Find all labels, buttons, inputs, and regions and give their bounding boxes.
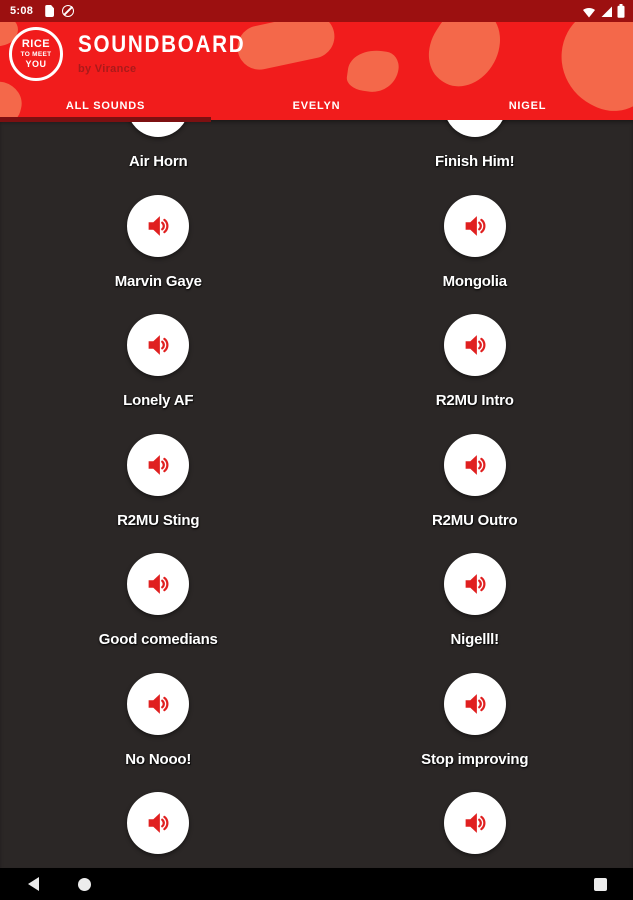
sound-grid [0, 120, 633, 868]
sound-label: Marvin Gaye [114, 272, 202, 290]
speaker-icon [460, 120, 490, 121]
play-sound-button-air-horn[interactable] [127, 120, 189, 137]
play-sound-button-no-nooo[interactable] [127, 673, 189, 735]
play-sound-button-lonely-af[interactable] [127, 314, 189, 376]
sound-label: R2MU Sting [117, 511, 200, 529]
active-tab-indicator [0, 117, 211, 122]
tab-bar [0, 92, 633, 120]
sound-label: Good comedians [98, 631, 218, 648]
play-sound-button-r2mu-sting[interactable] [127, 434, 189, 496]
sound-label: Air Horn [129, 153, 188, 170]
play-sound-button-r2mu-outro[interactable] [444, 434, 506, 496]
play-sound-button-good-comedians[interactable] [127, 553, 189, 615]
wifi-icon [582, 5, 596, 18]
sound-cell [0, 434, 317, 554]
sound-cell [317, 195, 633, 315]
status-bar [0, 0, 633, 22]
play-sound-button-mongolia[interactable] [444, 195, 506, 257]
back-icon [28, 877, 39, 891]
do-not-disturb-icon [62, 5, 74, 17]
logo-line-3: YOU [25, 58, 47, 69]
home-button[interactable] [67, 868, 101, 900]
back-button[interactable] [16, 868, 50, 900]
recents-button[interactable] [583, 868, 617, 900]
speaker-icon [143, 569, 173, 599]
sound-cell [317, 792, 633, 868]
sound-cell [0, 314, 317, 434]
tab-all-sounds[interactable]: ALL SOUNDS [65, 100, 146, 112]
logo-line-2: TO MEET [20, 50, 52, 58]
sound-cell [317, 120, 633, 195]
cell-signal-icon [600, 5, 613, 18]
title-block [78, 31, 273, 75]
sound-cell [0, 195, 317, 315]
speaker-icon [460, 569, 490, 599]
sound-cell [0, 792, 317, 868]
sound-cell [317, 434, 633, 554]
sound-cell [317, 314, 633, 434]
sound-cell [0, 553, 317, 673]
play-sound-button-row7-left[interactable] [127, 792, 189, 854]
speaker-icon [460, 808, 490, 838]
tab-evelyn[interactable]: EVELYN [292, 100, 341, 112]
sound-grid-viewport[interactable] [0, 120, 633, 868]
speaker-icon [460, 330, 490, 360]
battery-icon [617, 4, 625, 18]
page-subtitle: by Virance [78, 63, 137, 75]
sound-label: Nigelll! [450, 631, 499, 648]
home-icon [78, 878, 91, 891]
play-sound-button-finish-him[interactable] [444, 120, 506, 137]
status-left-icons [45, 5, 74, 17]
sound-cell [317, 553, 633, 673]
android-nav-bar [0, 868, 633, 900]
sound-cell [0, 120, 317, 195]
page-title: SOUNDBOARD [78, 31, 246, 58]
sound-cell [0, 673, 317, 793]
sound-label: R2MU Intro [435, 392, 514, 409]
speaker-icon [143, 330, 173, 360]
play-sound-button-stop-improving[interactable] [444, 673, 506, 735]
status-time: 5:08 [10, 5, 34, 17]
speaker-icon [143, 450, 173, 480]
sound-cell [317, 673, 633, 793]
speaker-icon [460, 689, 490, 719]
sound-label: Stop improving [421, 750, 529, 768]
app-header [0, 22, 633, 120]
speaker-icon [143, 211, 173, 241]
play-sound-button-row7-right[interactable] [444, 792, 506, 854]
rice-to-meet-you-logo [9, 27, 63, 81]
speaker-icon [460, 450, 490, 480]
recents-icon [594, 878, 607, 891]
sound-label: No Nooo! [125, 750, 192, 768]
sound-label: Lonely AF [123, 392, 194, 409]
play-sound-button-nigelll[interactable] [444, 553, 506, 615]
sound-label: Finish Him! [435, 153, 515, 170]
play-sound-button-r2mu-intro[interactable] [444, 314, 506, 376]
status-right-icons [582, 4, 625, 18]
speaker-icon [143, 808, 173, 838]
logo-line-1: RICE [21, 38, 51, 51]
sound-label: Mongolia [442, 272, 507, 290]
speaker-icon [143, 689, 173, 719]
tab-nigel[interactable]: NIGEL [508, 100, 547, 112]
battery-saver-icon [45, 5, 54, 17]
sound-label: R2MU Outro [432, 511, 518, 529]
header-banner [0, 22, 633, 92]
play-sound-button-marvin-gaye[interactable] [127, 195, 189, 257]
speaker-icon [460, 211, 490, 241]
